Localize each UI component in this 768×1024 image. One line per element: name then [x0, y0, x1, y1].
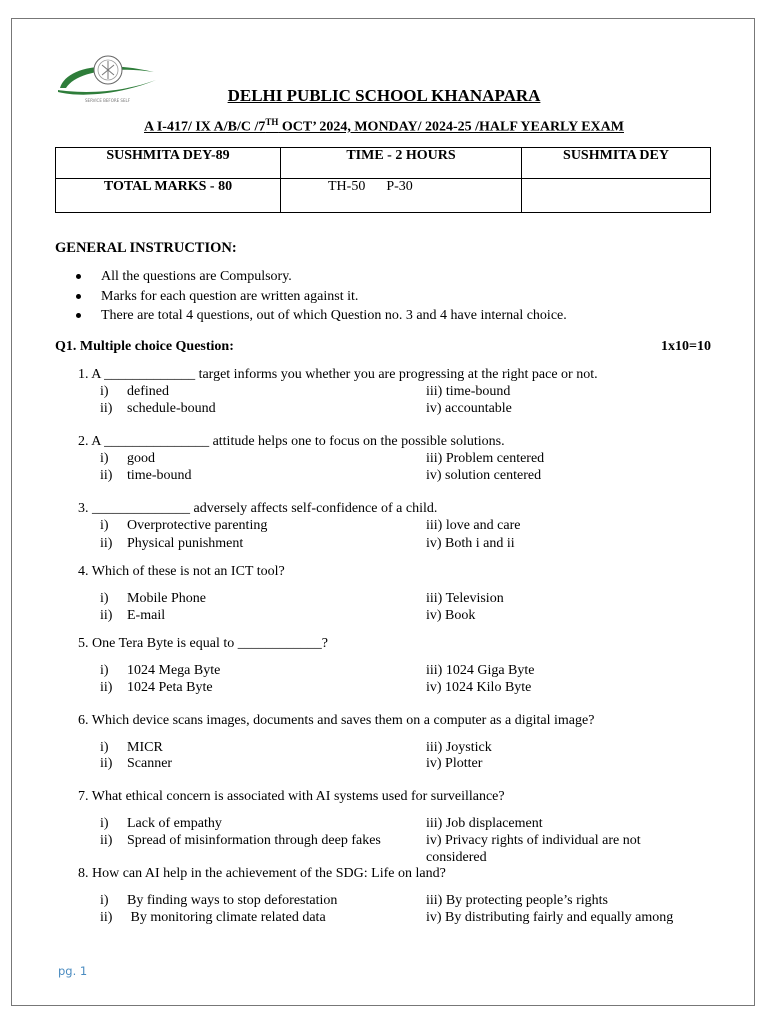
option: iii) love and care [426, 518, 521, 533]
section-heading: Q1. Multiple choice Question: 1x10=10 [55, 339, 711, 354]
option: iii) time-bound [426, 384, 511, 399]
general-instruction-title: GENERAL INSTRUCTION: [55, 240, 237, 256]
instruction-item: Marks for each question are written against it. [55, 287, 567, 307]
school-name: DELHI PUBLIC SCHOOL KHANAPARA [227, 86, 541, 105]
candidate-id: SUSHMITA DEY-89 [56, 148, 281, 179]
instruction-item: All the questions are Compulsory. [55, 267, 567, 287]
info-table [55, 147, 711, 213]
option: iv) Privacy rights of individual are not considered [426, 833, 641, 865]
option: i) defined [100, 384, 169, 399]
option: iv) Both i and ii [426, 536, 515, 551]
bullet-icon [76, 294, 81, 299]
question-text: 6. Which device scans images, documents and saves them on a computer as a digital image? [78, 713, 595, 728]
svg-text:SERVICE BEFORE SELF: SERVICE BEFORE SELF [85, 98, 131, 103]
option: i) MICR [100, 740, 163, 755]
option: iv) 1024 Kilo Byte [426, 680, 532, 695]
question-text: 7. What ethical concern is associated with AI systems used for surveillance? [78, 789, 505, 804]
question-text: 5. One Tera Byte is equal to ____________? [78, 636, 328, 651]
question-text: 3. ______________ adversely affects self-confidence of a child. [78, 501, 438, 516]
option: iv) accountable [426, 401, 512, 416]
option: iv) solution centered [426, 468, 542, 483]
option: ii) schedule-bound [100, 401, 216, 416]
question-text: 1. A _____________ target informs you whether you are progressing at the right pace or not. [78, 367, 598, 382]
option: i) 1024 Mega Byte [100, 663, 221, 678]
option: iv) By distributing fairly and equally among [426, 910, 674, 925]
option: iii) Television [426, 591, 504, 606]
option: i) Mobile Phone [100, 591, 206, 606]
option: iv) Plotter [426, 756, 483, 771]
exam-time: TIME - 2 HOURS [281, 148, 522, 179]
bullet-icon [76, 313, 81, 318]
bullet-icon [76, 274, 81, 279]
option: ii) Physical punishment [100, 536, 244, 551]
option: i) good [100, 451, 155, 466]
option: iii) By protecting people’s rights [426, 893, 608, 908]
option: iii) Joystick [426, 740, 492, 755]
instruction-item: There are total 4 questions, out of which Question no. 3 and 4 have internal choice. [55, 306, 567, 326]
option: ii) time-bound [100, 468, 192, 483]
option: iii) Problem centered [426, 451, 545, 466]
question-text: 4. Which of these is not an ICT tool? [78, 564, 285, 579]
option: i) Lack of empathy [100, 816, 222, 831]
option: i) By finding ways to stop deforestation [100, 893, 338, 908]
exam-details: A I-417/ IX A/B/C /7TH OCT’ 2024, MONDAY/ 2024-25 /HALF YEARLY EXAM [144, 117, 624, 135]
question-text: 2. A _______________ attitude helps one to focus on the possible solutions. [78, 434, 505, 449]
option: i) Overprotective parenting [100, 518, 268, 533]
empty-cell [522, 179, 711, 213]
total-marks: TOTAL MARKS - 80 [56, 179, 281, 213]
option: iii) 1024 Giga Byte [426, 663, 535, 678]
option: iii) Job displacement [426, 816, 543, 831]
section-marks: 1x10=10 [661, 339, 711, 354]
option: iv) Book [426, 608, 476, 623]
instruction-list [55, 267, 567, 326]
question-text: 8. How can AI help in the achievement of the SDG: Life on land? [78, 866, 446, 881]
page-number: pg. 1 [58, 964, 88, 978]
option: ii) Spread of misinformation through deep fakes [100, 833, 381, 848]
option: ii) 1024 Peta Byte [100, 680, 213, 695]
option: ii) By monitoring climate related data [100, 910, 326, 925]
teacher-name: SUSHMITA DEY [522, 148, 711, 179]
marks-split: TH-50 P-30 [281, 179, 522, 213]
option: ii) E-mail [100, 608, 166, 623]
option: ii) Scanner [100, 756, 173, 771]
